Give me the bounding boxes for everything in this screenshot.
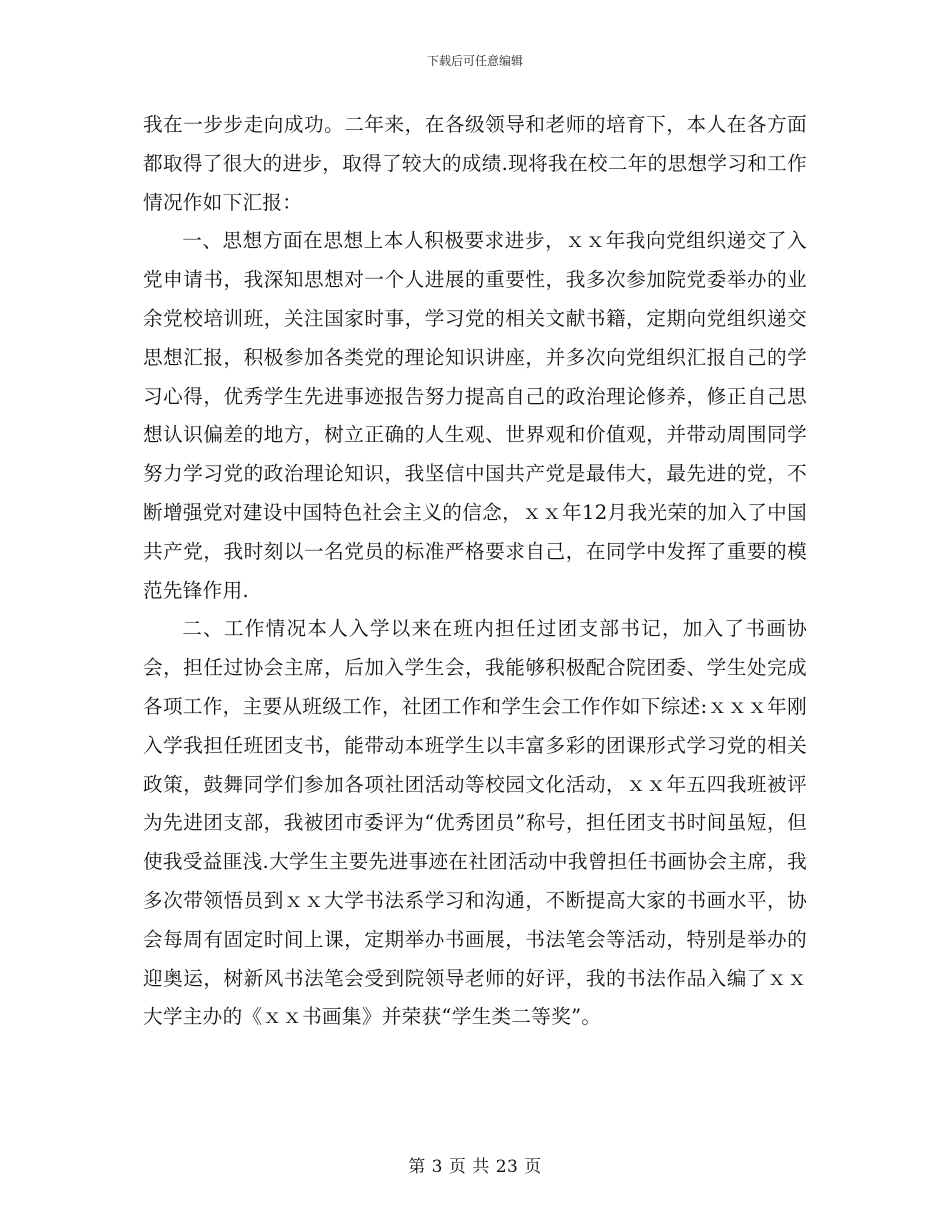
page-number-footer: 第 3 页 共 23 页 [408, 1157, 542, 1177]
page-header: 下载后可任意编辑 [426, 54, 523, 68]
document-body [143, 106, 807, 1037]
paragraph-work: 二、工作情况本人入学以来在班内担任过团支部书记，加入了书画协会，担任过协会主席，后加入学生会，我能够积极配合院团委、学生处完成各项工作，主要从班级工作，社团工作和学生会工作作如下综述:ｘｘｘ年刚入学我担任班团支书，能带动本班学生以丰富多彩的团课形式学习党的相关政策，鼓舞同学们参加各项社团活动等校园文化活动，ｘｘ年五四我班被评为先进团支部，我被团市委评为“优秀团员”称号，担任团支书时间虽短，但使我受益匪浅.大学生主要先进事迹在社团活动中我曾担任书画协会主席，我多次带领悟员到ｘｘ大学书法系学习和沟通，不断提高大家的书画水平，协会每周有固定时间上课，定期举办书画展，书法笔会等活动，特别是举办的迎奥运，树新风书法笔会受到院领导老师的好评，我的书法作品入编了ｘｘ大学主办的《ｘｘ书画集》并荣获“学生类二等奖”。 [143, 617, 807, 1029]
paragraph-intro: 我在一步步走向成功。二年来，在各级领导和老师的培育下，本人在各方面都取得了很大的进步，取得了较大的成绩.现将我在校二年的思想学习和工作情况作如下汇报： [143, 113, 807, 214]
paragraph-ideology: 一、思想方面在思想上本人积极要求进步，ｘｘ年我向党组织递交了入党申请书，我深知思想对一个人进展的重要性，我多次参加院党委举办的业余党校培训班，关注国家时事，学习党的相关文献书籍，定期向党组织递交思想汇报，积极参加各类党的理论知识讲座，并多次向党组织汇报自己的学习心得，优秀学生先进事迹报告努力提高自己的政治理论修养，修正自己思想认识偏差的地方，树立正确的人生观、世界观和价值观，并带动周围同学努力学习党的政治理论知识，我坚信中国共产党是最伟大，最先进的党，不断增强党对建设中国特色社会主义的信念，ｘｘ年12月我光荣的加入了中国共产党，我时刻以一名党员的标准严格要求自己，在同学中发挥了重要的模范先锋作用. [143, 229, 807, 602]
